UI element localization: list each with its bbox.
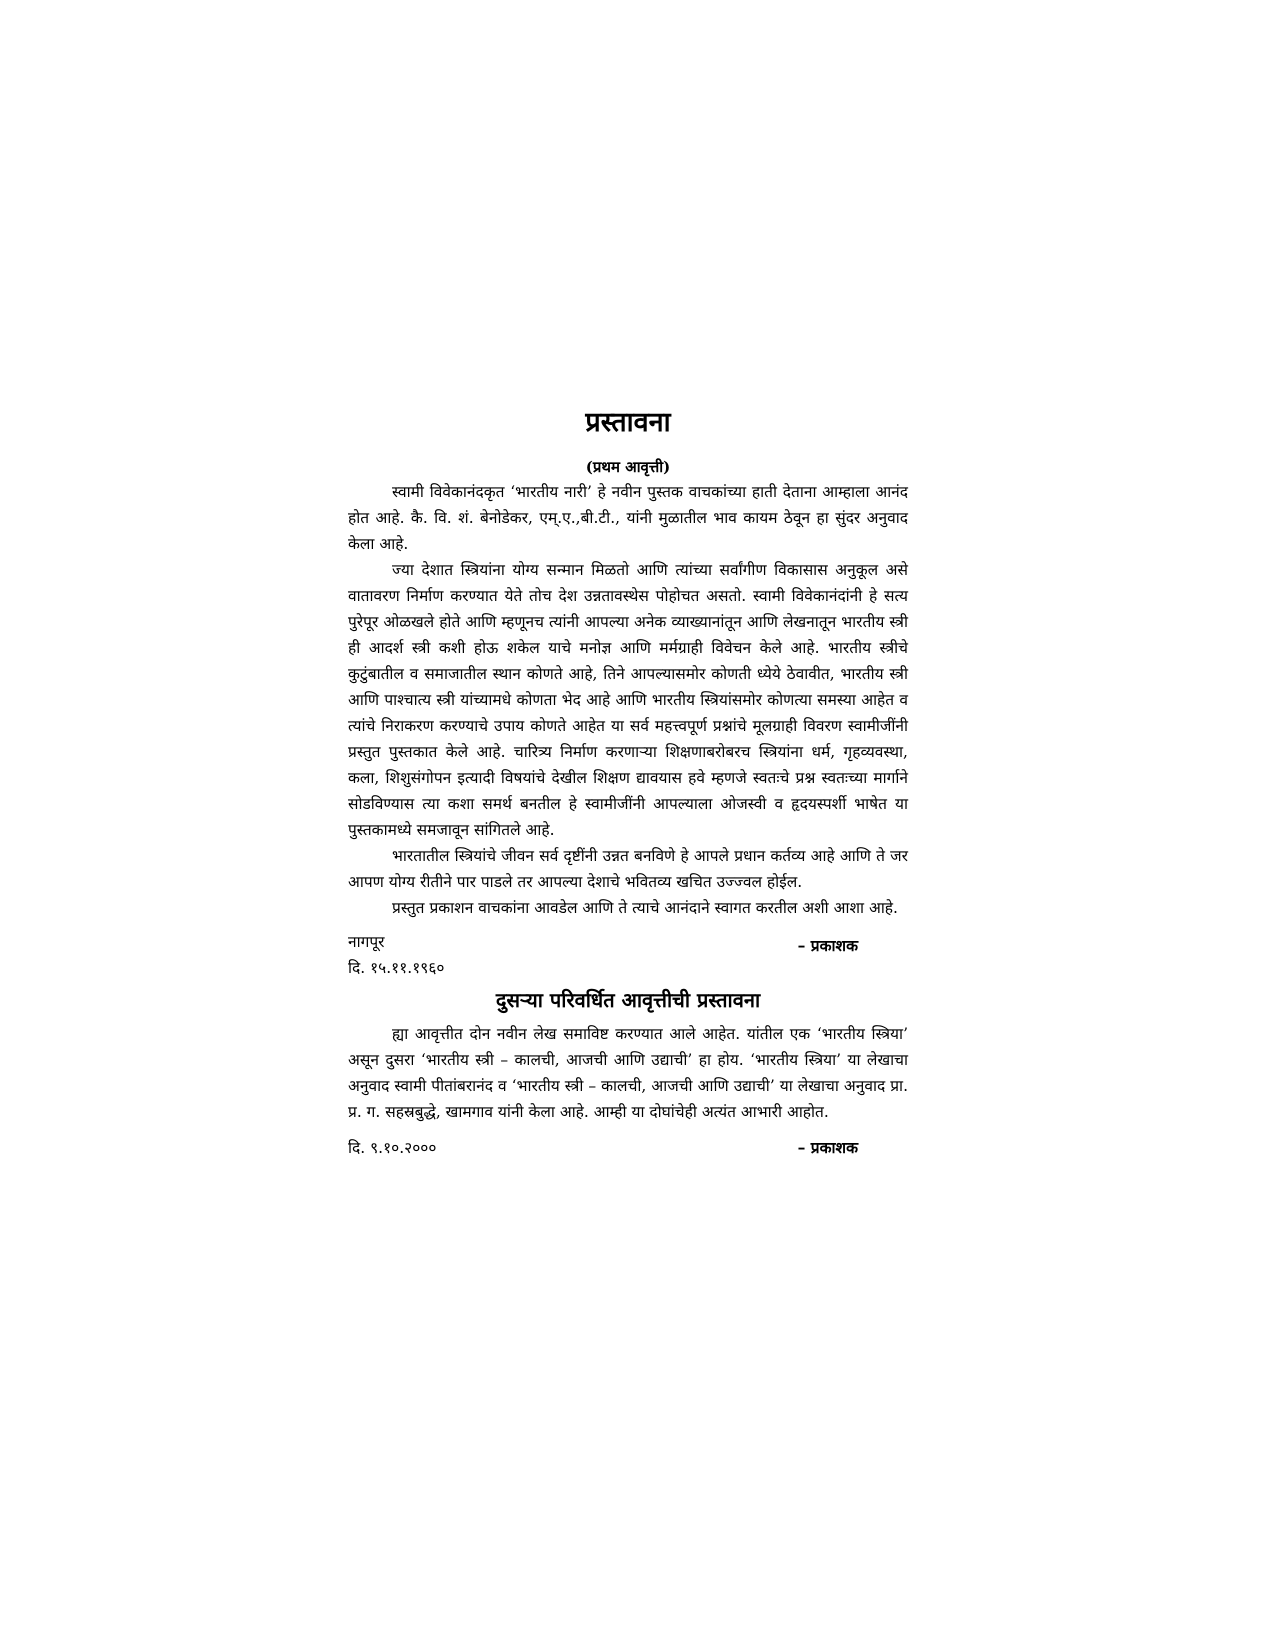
place-label: नागपूर [348, 933, 385, 951]
preface-paragraph-4: प्रस्तुत प्रकाशन वाचकांना आवडेल आणि ते त्याचे आनंदाने स्वागत करतील अशी आशा आहे. [392, 899, 898, 917]
preface-paragraph-1: स्वामी विवेकानंदकृत ‘भारतीय नारी’ हे नवीन पुस्तक वाचकांच्या हाती देताना आम्हाला आनंद होत आहे. कै. वि. शं. बेनोडेकर, एम्.ए.,बी.टी., यांनी मुळातील भाव कायम ठेवून हा सुंदर अनुवाद केला आहे. [348, 483, 908, 553]
edition-label: (प्रथम आवृत्ती) [585, 458, 671, 476]
document-page [348, 405, 908, 1161]
preface-paragraph-2: ज्या देशात स्त्रियांना योग्य सन्मान मिळतो आणि त्यांच्या सर्वांगीण विकासास अनुकूल असे वातावरण निर्माण करण्यात येते तोच देश उन्नतावस्थेस पोहोचत असतो. स्वामी विवेकानंदांनी हे सत्य पुरेपूर ओळखले होते आणि म्हणूनच त्यांनी आपल्या अनेक व्याख्यानांतून आणि लेखनातून भारतीय स्त्री ही आदर्श स्त्री कशी होऊ शकेल याचे मनोज्ञ आणि मर्मग्राही विवेचन केले आहे. भारतीय स्त्रीचे कुटुंबातील व समाजातील स्थान कोणते आहे, तिने आपल्यासमोर कोणती ध्येये ठेवावीत, भारतीय स्त्री आणि पाश्चात्य स्त्री यांच्यामधे कोणता भेद आहे आणि भारतीय स्त्रियांसमोर कोणत्या समस्या आहेत व त्यांचे निराकरण करण्याचे उपाय कोणते आहेत या सर्व महत्त्वपूर्ण प्रश्नांचे मूलग्राही विवरण स्वामीजींनी प्रस्तुत पुस्तकात केले आहे. चारित्र्य निर्माण करणाऱ्या शिक्षणाबरोबरच स्त्रियांना धर्म, गृहव्यवस्था, कला, शिशुसंगोपन इत्यादी विषयांचे देखील शिक्षण द्यावयास हवे म्हणजे स्वतःचे प्रश्न स्वतःच्या मार्गाने सोडविण्यास त्या कशा समर्थ बनतील हे स्वामीजींनी आपल्याला ओजस्वी व हृदयस्पर्शी भाषेत या पुस्तकामध्ये समजावून सांगितले आहे. [348, 561, 908, 839]
second-preface-date: दि. ९.१०.२००० [348, 1139, 437, 1157]
preface-title: प्रस्तावना [585, 407, 671, 438]
preface-paragraph-3: भारतातील स्त्रियांचे जीवन सर्व दृष्टींनी उन्नत बनविणे हे आपले प्रधान कर्तव्य आहे आणि ते जर आपण योग्य रीतीने पार पाडले तर आपल्या देशाचे भवितव्य खचित उज्ज्वल होईल. [348, 847, 908, 891]
second-preface-paragraph: ह्या आवृत्तीत दोन नवीन लेख समाविष्ट करण्यात आले आहेत. यांतील एक ‘भारतीय स्त्रिया’ असून दुसरा ‘भारतीय स्त्री – कालची, आजची आणि उद्याची’ हा होय. ‘भारतीय स्त्रिया’ या लेखाचा अनुवाद स्वामी पीतांबरानंद व ‘भारतीय स्त्री – कालची, आजची आणि उद्याची’ या लेखाचा अनुवाद प्रा. प्र. ग. सहस्रबुद्धे, खामगाव यांनी केला आहे. आम्ही या दोघांचेही अत्यंत आभारी आहोत. [348, 1025, 908, 1121]
signature-row-2 [348, 1135, 908, 1161]
signature-row-1 [348, 929, 908, 955]
second-publisher-signature: – प्रकाशक [797, 1138, 858, 1157]
first-preface-date: दि. १५.११.१९६० [348, 959, 445, 977]
publisher-signature: – प्रकाशक [797, 936, 858, 955]
second-preface-title: दुसऱ्या परिवर्धित आवृत्तीची प्रस्तावना [495, 988, 761, 1012]
